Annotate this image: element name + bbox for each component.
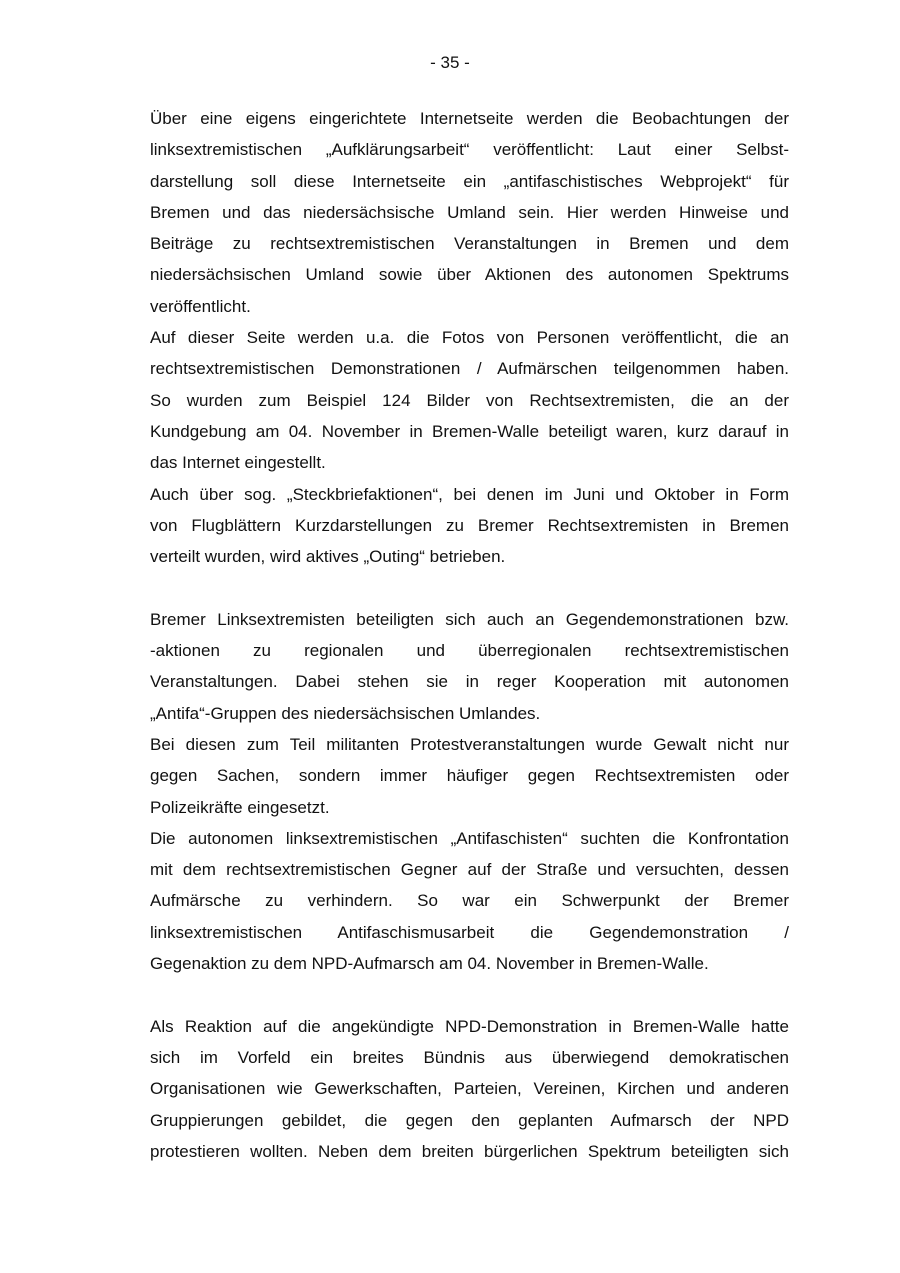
text-line: veröffentlicht. [150,296,251,316]
text-line: mit dem rechtsextremistischen Gegner auf der Straße und versuchten, dessen [150,860,789,880]
text-line: Beiträge zu rechtsextremistischen Veranstaltungen in Bremen und dem [150,234,789,254]
text-line: verteilt wurden, wird aktives „Outing“ betrieben. [150,547,506,567]
text-line: linksextremistischen „Aufklärungsarbeit“ veröffentlicht: Laut einer Selbst- [150,140,789,160]
text-line: So wurden zum Beispiel 124 Bilder von Rechtsextremisten, die an der [150,390,789,410]
paragraph [150,1011,789,1167]
text-line: Organisationen wie Gewerkschaften, Parteien, Vereinen, Kirchen und anderen [150,1079,789,1099]
page-number: - 35 - [430,53,470,72]
text-line: Auch über sog. „Steckbriefaktionen“, bei denen im Juni und Oktober in Form [150,484,789,504]
text-line: protestieren wollten. Neben dem breiten bürgerlichen Spektrum beteiligten sich [150,1141,789,1161]
paragraph-gap [150,979,789,1010]
text-line: Polizeikräfte eingesetzt. [150,797,330,817]
paragraph [150,103,789,322]
text-line: Gegenaktion zu dem NPD-Aufmarsch am 04. November in Bremen-Walle. [150,954,709,974]
paragraph [150,479,789,573]
document-body [150,103,789,1167]
text-line: darstellung soll diese Internetseite ein „antifaschistisches Webprojekt“ für [150,171,789,191]
text-line: linksextremistischen Antifaschismusarbeit die Gegendemonstration / [150,922,789,942]
text-line: Aufmärsche zu verhindern. So war ein Schwerpunkt der Bremer [150,891,789,911]
text-line: Über eine eigens eingerichtete Internetseite werden die Beobachtungen der [150,109,789,128]
paragraph-gap [150,572,789,603]
text-line: -aktionen zu regionalen und überregionalen rechtsextremistischen [150,641,789,661]
text-line: „Antifa“-Gruppen des niedersächsischen Umlandes. [150,703,541,723]
text-line: Gruppierungen gebildet, die gegen den geplanten Aufmarsch der NPD [150,1110,789,1130]
text-line: von Flugblättern Kurzdarstellungen zu Bremer Rechtsextremisten in Bremen [150,515,789,535]
text-line: Bremer Linksextremisten beteiligten sich auch an Gegendemonstrationen bzw. [150,609,789,629]
paragraph [150,729,789,823]
text-line: Kundgebung am 04. November in Bremen-Walle beteiligt waren, kurz darauf in [150,421,789,441]
paragraph [150,322,789,478]
text-line: Bei diesen zum Teil militanten Protestveranstaltungen wurde Gewalt nicht nur [150,734,789,754]
text-line: Veranstaltungen. Dabei stehen sie in reger Kooperation mit autonomen [150,672,789,692]
text-line: Als Reaktion auf die angekündigte NPD-Demonstration in Bremen-Walle hatte [150,1016,789,1036]
paragraph [150,604,789,729]
text-line: Auf dieser Seite werden u.a. die Fotos von Personen veröffentlicht, die an [150,328,789,348]
text-line: gegen Sachen, sondern immer häufiger gegen Rechtsextremisten oder [150,766,789,786]
text-line: sich im Vorfeld ein breites Bündnis aus überwiegend demokratischen [150,1047,789,1067]
text-line: niedersächsischen Umland sowie über Aktionen des autonomen Spektrums [150,265,789,285]
text-line: das Internet eingestellt. [150,453,326,473]
text-line: Bremen und das niedersächsische Umland sein. Hier werden Hinweise und [150,202,789,222]
text-line: Die autonomen linksextremistischen „Antifaschisten“ suchten die Konfrontation [150,828,789,848]
text-line: rechtsextremistischen Demonstrationen / Aufmärschen teilgenommen haben. [150,359,789,379]
paragraph [150,823,789,979]
